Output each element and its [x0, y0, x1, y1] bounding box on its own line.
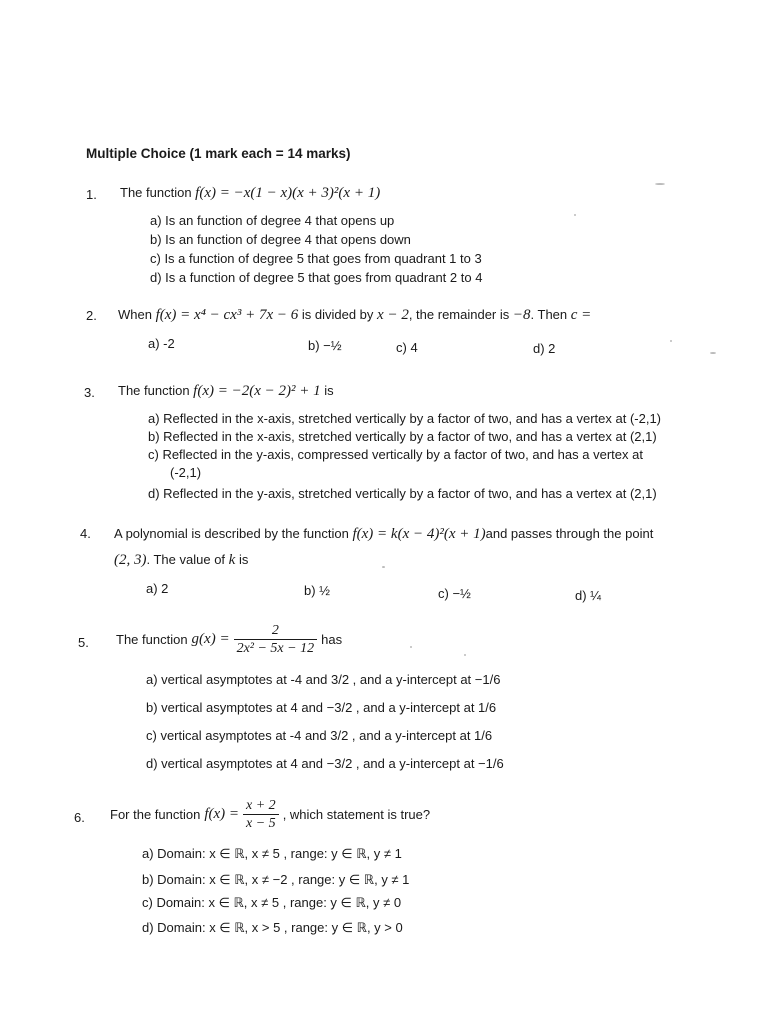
question-4-point: (2, 3): [114, 552, 147, 568]
question-5-stem: [116, 622, 342, 657]
question-2-mid: is divided by: [301, 307, 374, 322]
question-2-suffix: , the remainder is: [408, 307, 510, 322]
question-3-option-a: a) Reflected in the x-axis, stretched vertically by a factor of two, and has a vertex at (-2,1): [148, 411, 662, 426]
question-6-numerator: x + 2: [243, 797, 279, 815]
question-4-stem: [114, 526, 704, 543]
question-6-stem: [110, 797, 430, 832]
question-2-option-d: d) 2: [533, 341, 556, 356]
question-4-stem-line2: [114, 552, 248, 569]
scan-speck: [382, 566, 385, 568]
question-6-number: 6.: [74, 810, 85, 825]
question-5-suffix: has: [321, 632, 343, 647]
question-6-option-c: c) Domain: x ∈ ℝ, x ≠ 5 , range: y ∈ ℝ, y ≠ 0: [142, 895, 402, 910]
question-1-option-d: d) Is a function of degree 5 that goes from quadrant 2 to 4: [150, 270, 483, 285]
question-5-numerator: 2: [234, 622, 318, 640]
question-2-end: . Then: [530, 307, 568, 322]
scan-speck: [464, 654, 466, 656]
section-heading: Multiple Choice (1 mark each = 14 marks): [86, 146, 351, 161]
question-4-suffix: and passes through the point: [485, 526, 654, 541]
question-6-suffix: , which statement is true?: [282, 807, 431, 822]
question-4-prefix: A polynomial is described by the function: [114, 526, 349, 541]
question-5-number: 5.: [78, 635, 89, 650]
question-3-prefix: The function: [118, 383, 190, 398]
question-2-prefix: When: [118, 307, 152, 322]
question-4-option-d: d) ¼: [575, 588, 602, 603]
question-2-stem: [118, 307, 591, 324]
question-1-option-b: b) Is an function of degree 4 that opens down: [150, 232, 411, 247]
question-2-option-b: b) −½: [308, 338, 342, 353]
question-5-option-c: c) vertical asymptotes at -4 and 3/2 , and a y-intercept at 1/6: [146, 728, 493, 743]
question-4-number: 4.: [80, 526, 91, 541]
question-4-k: k: [228, 552, 236, 568]
question-1-stem: [120, 185, 380, 202]
question-1-option-c: c) Is a function of degree 5 that goes from quadrant 1 to 3: [150, 251, 482, 266]
question-3-option-c-cont: (-2,1): [170, 465, 202, 480]
question-6-option-a: a) Domain: x ∈ ℝ, x ≠ 5 , range: y ∈ ℝ, y ≠ 1: [142, 846, 402, 861]
question-6-option-d: d) Domain: x ∈ ℝ, x > 5 , range: y ∈ ℝ, y > 0: [142, 920, 403, 935]
question-6-prefix: For the function: [110, 807, 201, 822]
question-3-suffix: is: [324, 383, 334, 398]
question-3-option-d: d) Reflected in the y-axis, stretched vertically by a factor of two, and has a vertex at (2,1): [148, 486, 657, 501]
question-1-number: 1.: [86, 187, 97, 202]
question-5-option-b: b) vertical asymptotes at 4 and −3/2 , and a y-intercept at 1/6: [146, 700, 497, 715]
question-2-math: f(x) = x⁴ − cx³ + 7x − 6: [155, 307, 299, 323]
question-2-divisor: x − 2: [377, 307, 409, 323]
question-2-remainder: −8: [512, 307, 531, 323]
question-1-math: f(x) = −x(1 − x)(x + 3)²(x + 1): [195, 185, 381, 201]
question-2-number: 2.: [86, 308, 97, 323]
question-2-option-c: c) 4: [396, 340, 418, 355]
question-4-option-a: a) 2: [146, 581, 169, 596]
question-3-option-b: b) Reflected in the x-axis, stretched vertically by a factor of two, and has a vertex at (2,1): [148, 429, 657, 444]
question-5-fraction: [234, 622, 318, 657]
question-4-option-c: c) −½: [438, 586, 471, 601]
question-3-option-c: c) Reflected in the y-axis, compressed vertically by a factor of two, and has a vertex at: [148, 447, 643, 462]
question-5-prefix: The function: [116, 632, 188, 647]
question-5-option-a: a) vertical asymptotes at -4 and 3/2 , and a y-intercept at −1/6: [146, 672, 501, 687]
question-6-math: f(x) =: [204, 806, 240, 822]
scan-speck: [410, 646, 412, 648]
question-2-c: c =: [570, 307, 592, 323]
scan-speck: [574, 214, 576, 216]
question-5-denominator: 2x² − 5x − 12: [236, 641, 315, 656]
question-6-denominator: x − 5: [246, 816, 276, 831]
question-3-stem: [118, 383, 334, 400]
question-6-fraction: [243, 797, 279, 832]
question-4-end: . The value of: [146, 552, 226, 567]
question-3-math: f(x) = −2(x − 2)² + 1: [193, 383, 321, 399]
question-4-end2: is: [238, 552, 249, 567]
question-6-option-b: b) Domain: x ∈ ℝ, x ≠ −2 , range: y ∈ ℝ, y ≠ 1: [142, 872, 410, 887]
scan-speck: [710, 352, 716, 354]
question-1-prefix: The function: [120, 185, 192, 200]
question-2-option-a: a) -2: [148, 336, 175, 351]
question-1-option-a: a) Is an function of degree 4 that opens up: [150, 213, 395, 228]
scan-speck: [670, 340, 672, 342]
question-5-option-d: d) vertical asymptotes at 4 and −3/2 , and a y-intercept at −1/6: [146, 756, 504, 771]
question-5-math: g(x) =: [191, 631, 230, 647]
question-3-number: 3.: [84, 385, 95, 400]
question-4-option-b: b) ½: [304, 583, 331, 598]
scan-speck: [655, 183, 665, 185]
question-4-math: f(x) = k(x − 4)²(x + 1): [352, 526, 486, 542]
